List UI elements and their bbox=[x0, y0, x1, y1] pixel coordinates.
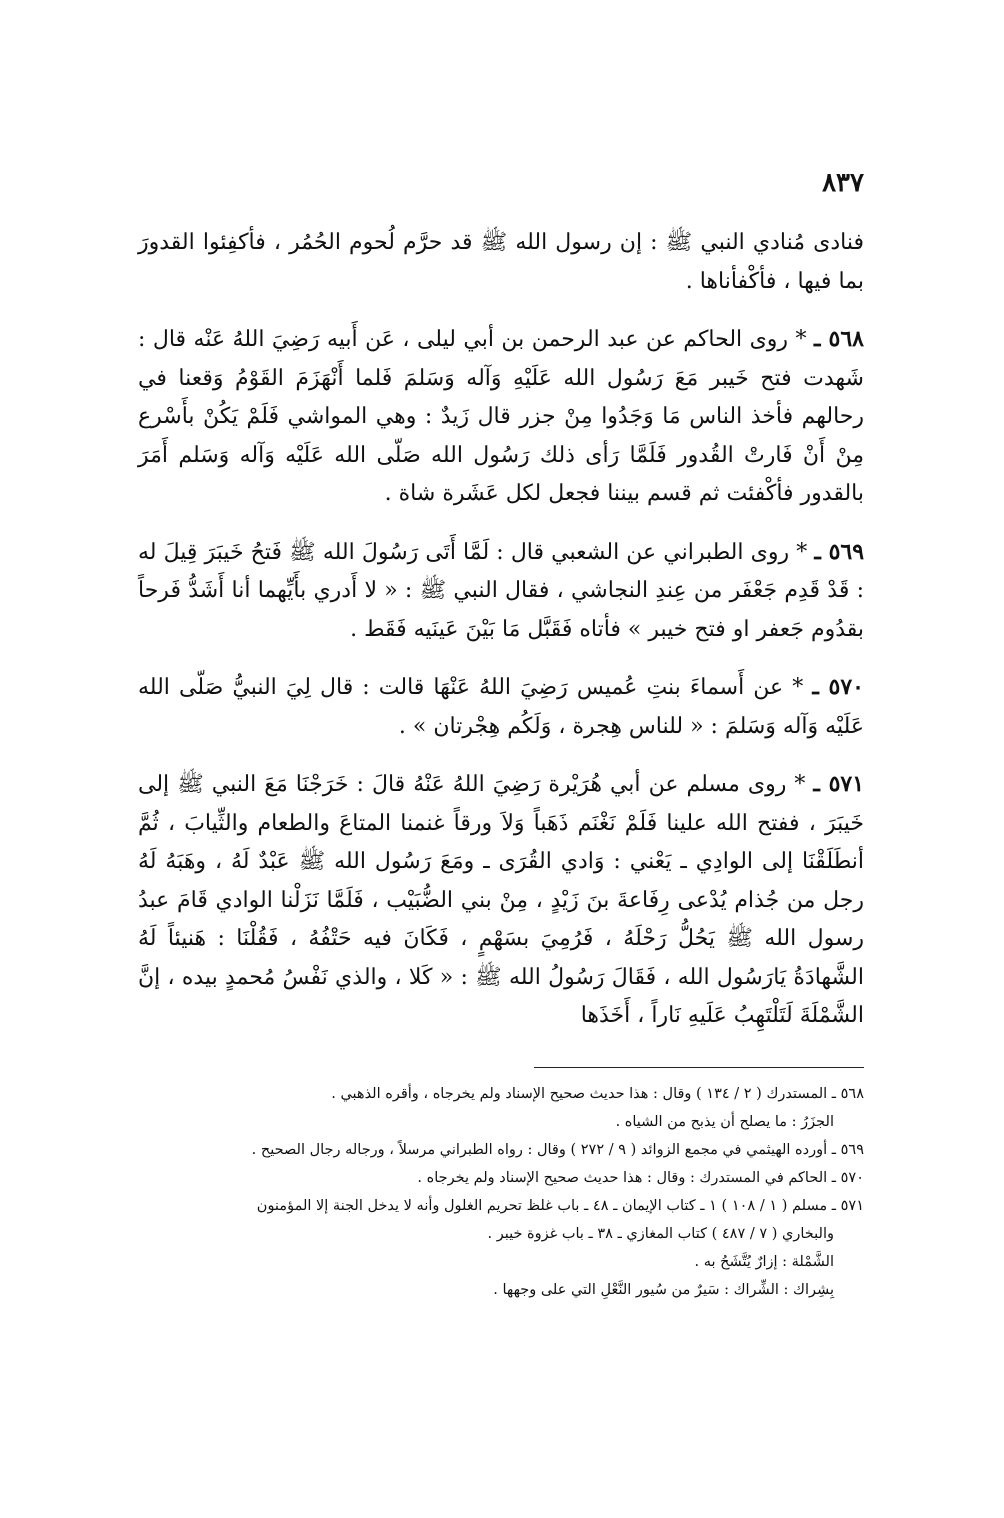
hadith-number: ٥٧٠ ـ bbox=[812, 674, 864, 700]
hadith-number: ٥٦٩ ـ bbox=[814, 538, 865, 565]
hadith-571 bbox=[138, 765, 864, 1036]
footnote-divider bbox=[534, 1067, 864, 1068]
paragraph-text: * روى الحاكم عن عبد الرحمن بن أبي ليلى ، عَن أَبيه رَضِيَ اللهُ عَنْه قال : شَهدت فتح خَيبر مَعَ رَسُول الله عَلَيْهِ وَآله وَسَلمَ فَلما أَنْهَزَمَ القَوْمُ وَقعنا في رحالهم فأخذ الناس مَا وَجَدُوا مِنْ جزر قال زَيدٌ : وهي المواشي فَلَمْ يَكُنْ بأَسْرع مِنْ أَنْ فَارتْ القُدور فَلَمَّا رَأى ذلك رَسُول الله صَلّى الله عَلَيْه وَآله وَسَلم أَمَرَ بالقدور فأكْفئت ثم قسم بيننا فجعل لكل عَشَرة شاة . bbox=[138, 327, 864, 506]
page-number: ٨٣٧ bbox=[822, 168, 864, 198]
paragraph-text: فنادى مُنادي النبي ﷺ : إن رسول الله ﷺ قد حرَّم لُحوم الحُمُر ، فأكفِئوا القدورَ بما فيها ، فأكْفأناها . bbox=[138, 230, 864, 294]
hadith-570 bbox=[138, 668, 864, 746]
hadith-569 bbox=[138, 533, 864, 650]
hadith-number: ٥٦٨ ـ bbox=[813, 326, 864, 352]
footnote-gloss: بِشِراك : الشِّراك : سَيرٌ من سُيور النَّعْلِ التي على وجهها . bbox=[493, 1282, 834, 1298]
footnote-570: ٥٧٠ ـ الحاكم في المستدرك : وقال : هذا حديث صحيح الإسناد ولم يخرجاه . bbox=[417, 1170, 864, 1186]
main-text bbox=[138, 224, 864, 1055]
hadith-number: ٥٧١ ـ bbox=[813, 771, 865, 797]
paragraph-text: * روى مسلم عن أبي هُرَيْرة رَضِيَ اللهُ عَنْهُ قالَ : خَرَجْنَا مَعَ النبي ﷺ إلى خَيبَرَ ، ففتح الله علينا فَلَمْ نَغْنَم ذَهَباً وَلاَ ورقاً غنمنا المتاعَ والطعام والثِّيابَ ، ثُمَّ أنطَلَقْنَا إلى الوادِي ـ يَعْني : وَادي القُرَى ـ ومَعَ رَسُول الله ﷺ عَبْدٌ لَهُ ، وهَبَهُ لَهُ رجل من جُذام يُدْعى رِفَاعةَ بنَ زَيْدٍ ، مِنْ بني الضُّبَيْب ، فَلَمَّا نَزَلْنا الوادي قَامَ عبدُ رسول الله ﷺ يَحُلُّ رَحْلَهُ ، فَرُمِيَ بسَهْمٍ ، فَكَانَ فيه حَتْفُهُ ، فَقُلْنَا : هَنيئاً لَهُ الشَّهادَةُ يَارَسُول الله ، فَقَالَ رَسُولُ الله ﷺ : « كَلا ، والذي نَفْسُ مُحمدٍ بيده ، إنَّ الشَّمْلَةَ لَتَلْتَهِبُ عَلَيهِ نَاراً ، أَخَذَها bbox=[138, 772, 864, 1028]
hadith-568 bbox=[138, 320, 864, 514]
footnote-568: ٥٦٨ ـ المستدرك ( ٢ / ١٣٤ ) وقال : هذا حديث صحيح الإسناد ولم يخرجاه ، وأقره الذهبي . bbox=[331, 1086, 864, 1102]
footnotes bbox=[138, 1080, 864, 1304]
paragraph-continuation bbox=[138, 224, 864, 301]
footnote-571: ٥٧١ ـ مسلم ( ١ / ١٠٨ ) ١ ـ كتاب الإيمان ـ ٤٨ ـ باب غلظ تحريم الغلول وأنه لا يدخل الجنة إلا المؤمنون bbox=[256, 1198, 864, 1214]
footnote-gloss: الجزَرُ : ما يصلح أن يذبح من الشياه . bbox=[615, 1114, 834, 1130]
paragraph-text: * عن أَسماءَ بنتِ عُميس رَضِيَ اللهُ عَنْهَا قالت : قال لِيَ النبيُّ صَلّى الله عَلَيْه وَآله وَسَلمَ : « للناس هِجرة ، وَلَكُم هِجْرتان » . bbox=[138, 675, 864, 739]
footnote-571-cont: والبخاري ( ٧ / ٤٨٧ ) كتاب المغازي ـ ٣٨ ـ باب غزوة خيبر . bbox=[487, 1226, 834, 1242]
footnote-gloss: الشَّمْلة : إزارٌ يُتَّشَحُ به . bbox=[694, 1254, 834, 1270]
footnote-569: ٥٦٩ ـ أورده الهيثمي في مجمع الزوائد ( ٩ / ٢٧٢ ) وقال : رواه الطبراني مرسلاً ، ورجاله رجال الصحيح . bbox=[251, 1142, 864, 1158]
paragraph-text: * روى الطبراني عن الشعبي قال : لَمَّا أَتَى رَسُولَ الله ﷺ فَتحُ خَيبَرَ قِيلَ له : قَدْ قَدِم جَعْفَر من عِندِ النجاشي ، فقال النبي ﷺ : « لا أَدري بأَيِّهما أنا أَشَدُّ فَرحاً بقدُوم جَعفر او فتح خيبر » فأتاه فَقَبَّل مَا بَيْنَ عَينَيه فَقَط . bbox=[138, 539, 864, 642]
